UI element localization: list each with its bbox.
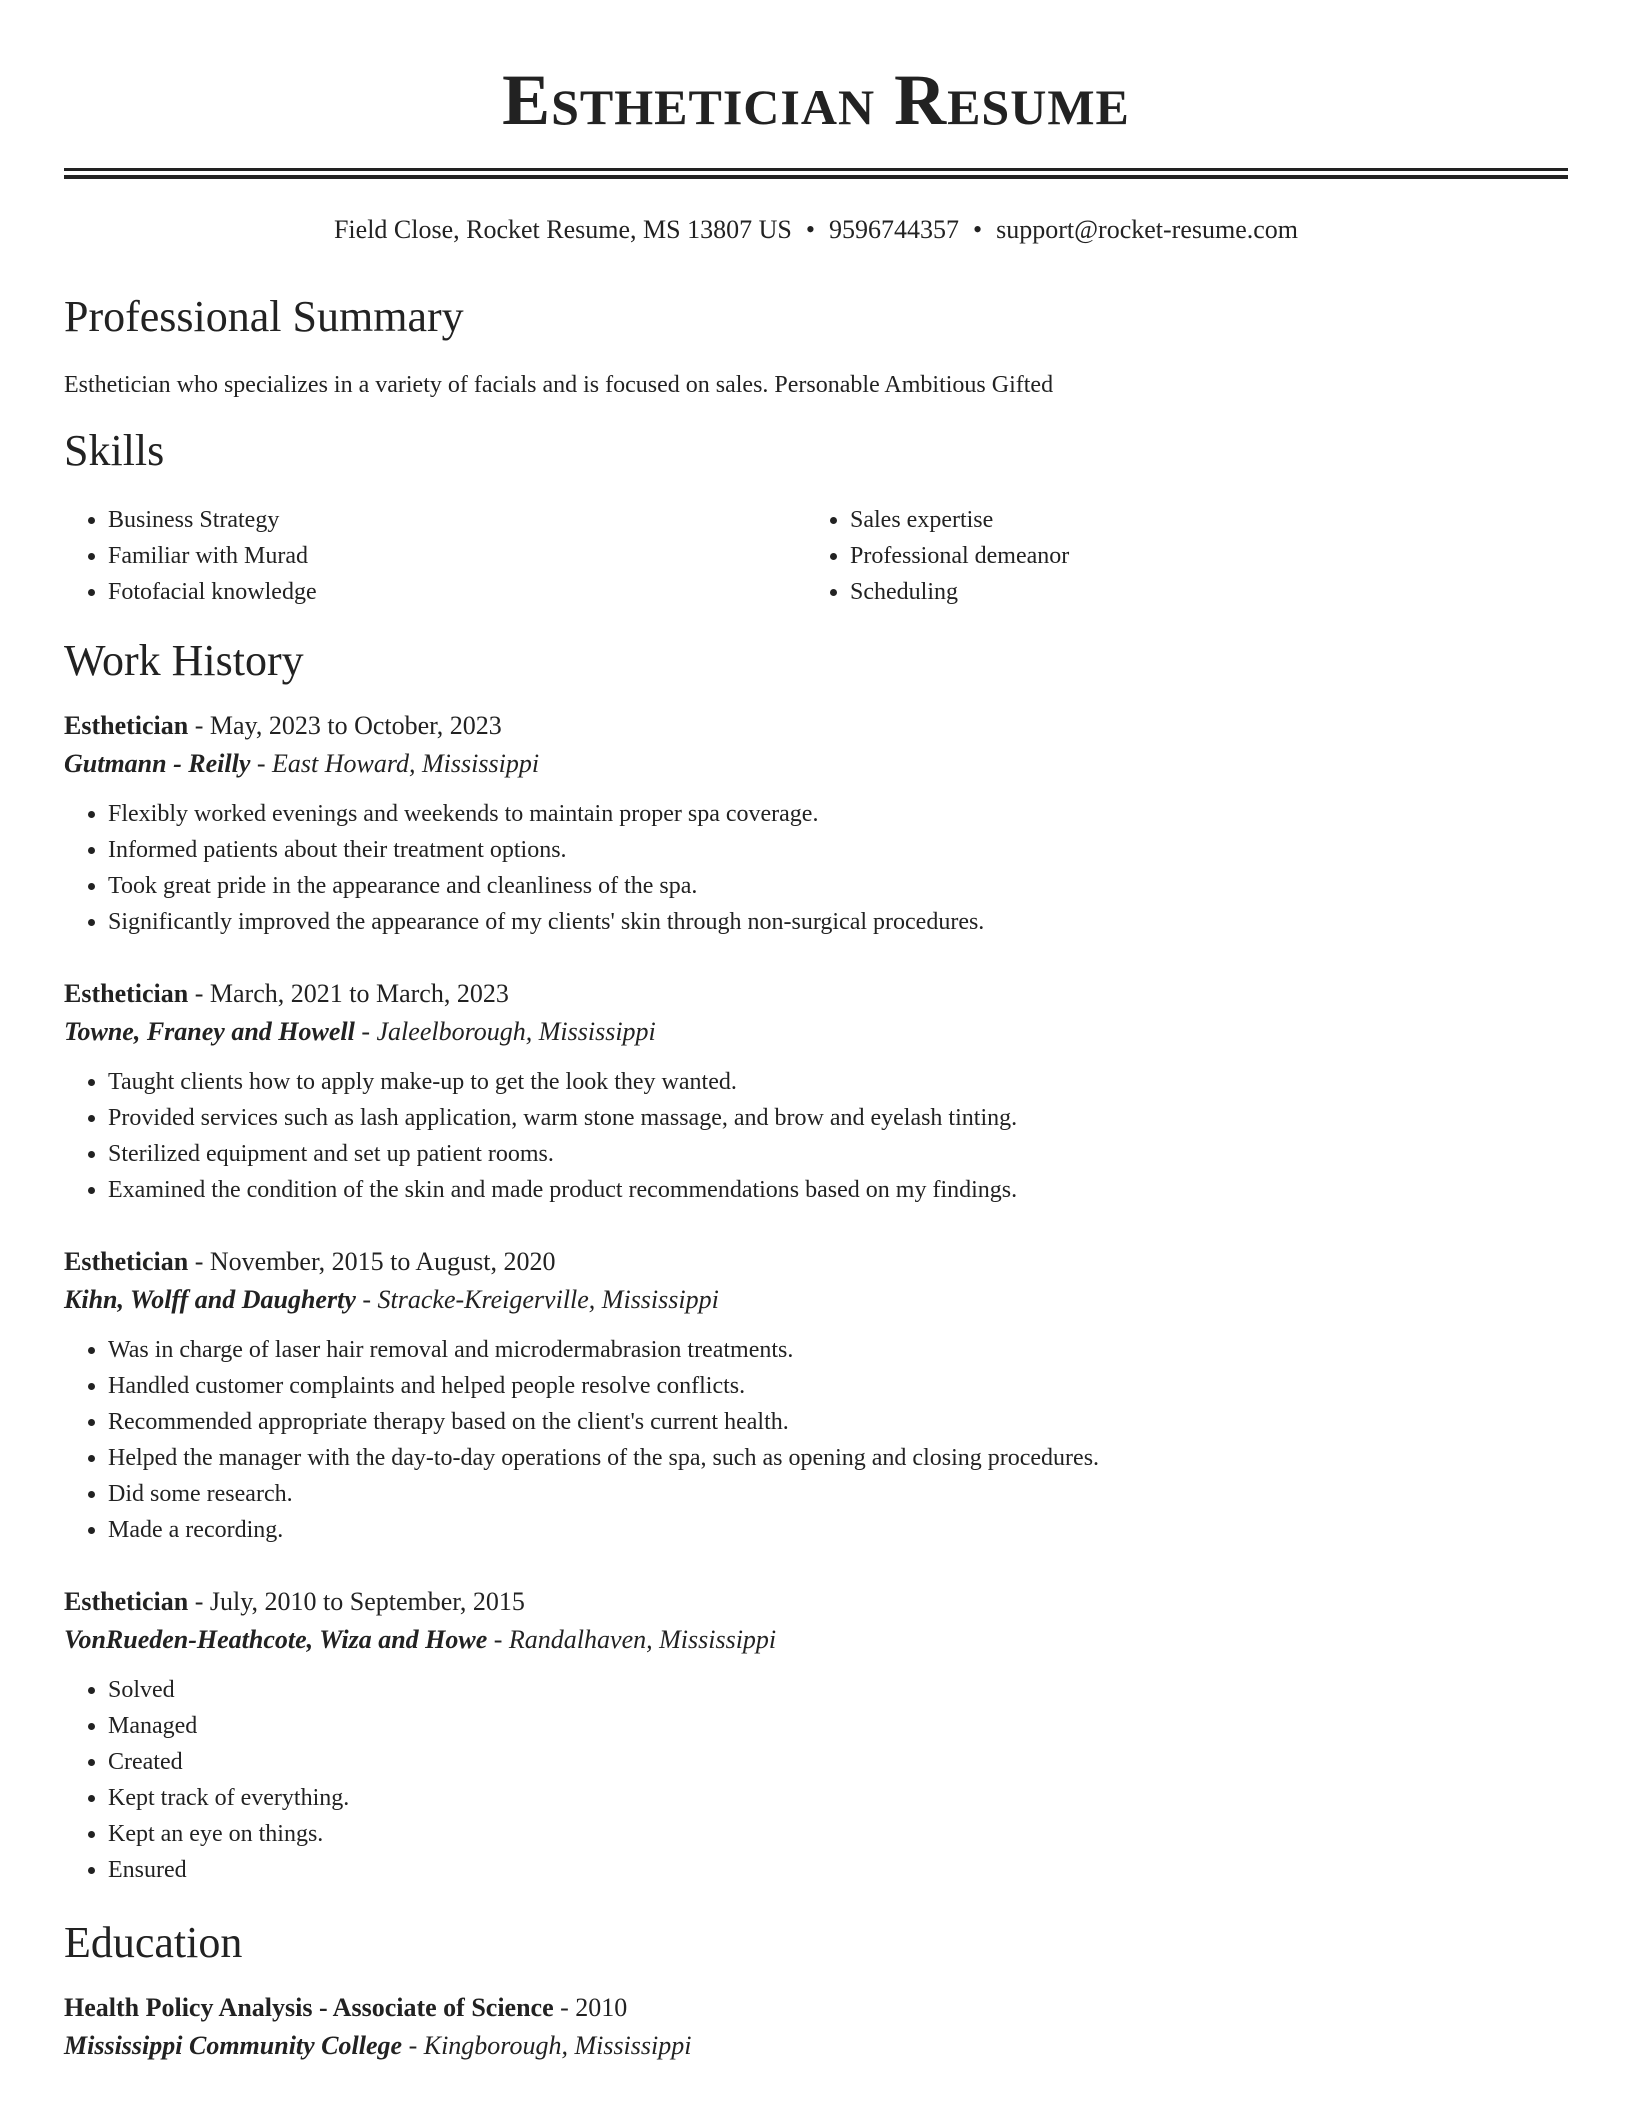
job-bullet: • Created [108,1744,1548,1780]
contact-address: Field Close, Rocket Resume, MS 13807 US [333,215,792,244]
education-heading: Education [64,1918,243,1967]
work-heading: Work History [64,636,304,685]
contact-phone: 9596744357 [828,215,959,244]
job-location: - Stracke-Kreigerville, Mississippi [355,1285,719,1314]
job-bullet: • Managed [108,1708,1548,1744]
job-title: Esthetician [64,711,189,740]
job-company: Gutmann - Reilly [64,749,251,778]
job-location: - Randalhaven, Mississippi [487,1625,777,1654]
job-dates: - November, 2015 to August, 2020 [188,1247,556,1276]
summary-heading: Professional Summary [64,292,464,341]
job-company: Kihn, Wolff and Daugherty [64,1285,356,1314]
summary-text: Esthetician who specializes in a variety of facials and is focused on sales. Personable Ambitious Gifted [64,372,1054,398]
education-year: - 2010 [553,1993,628,2022]
job-location: - Jaleelborough, Mississippi [354,1017,656,1046]
job-bullet: • Helped the manager with the day-to-day operations of the spa, such as opening and closing procedures. [108,1440,1548,1476]
job-bullet: • Handled customer complaints and helped people resolve conflicts. [108,1368,1548,1404]
job-bullets [64,1064,1548,1208]
job-company: Towne, Franey and Howell [64,1017,355,1046]
job-header [64,1584,1568,1620]
job-dates: - July, 2010 to September, 2015 [188,1587,525,1616]
job-bullet: • Kept track of everything. [108,1780,1548,1816]
job-bullet: • Recommended appropriate therapy based on the client's current health. [108,1404,1548,1440]
education-location: - Kingborough, Mississippi [402,2031,692,2060]
education-degree: Health Policy Analysis - Associate of Science [64,1993,554,2022]
job-header [64,1244,1568,1280]
job-bullet: • Did some research. [108,1476,1548,1512]
contact-line [64,212,1568,248]
skill-item: • Scheduling [850,574,1590,610]
job-title: Esthetician [64,1247,189,1276]
resume-title: Esthetician Resume [502,60,1130,140]
contact-separator: • [972,215,983,244]
education-header [64,1990,1568,2026]
job-location: - East Howard, Mississippi [250,749,540,778]
skill-item: • Business Strategy [108,502,848,538]
job-bullet: • Taught clients how to apply make-up to get the look they wanted. [108,1064,1548,1100]
contact-separator: • [805,215,815,244]
job-title: Esthetician [64,979,189,1008]
contact-email: support@rocket-resume.com [996,215,1299,244]
resume-page [64,0,1568,2112]
job-company: VonRueden-Heathcote, Wiza and Howe [64,1625,488,1654]
job-bullet: • Kept an eye on things. [108,1816,1548,1852]
skill-item: • Sales expertise [850,502,1590,538]
job-company-line [64,1014,1568,1050]
job-company-line [64,1622,1568,1658]
job-bullet: • Provided services such as lash application, warm stone massage, and brow and eyelash tinting. [108,1100,1548,1136]
job-company-line [64,746,1568,782]
job-title: Esthetician [64,1587,189,1616]
job-bullets [64,796,1548,940]
job-bullet: • Made a recording. [108,1512,1548,1548]
job-bullet: • Solved [108,1672,1548,1708]
education-school: Mississippi Community College [64,2031,403,2060]
job-company-line [64,1282,1568,1318]
job-bullet: • Significantly improved the appearance of my clients' skin through non-surgical procedures. [108,904,1548,940]
skills-heading: Skills [64,426,165,475]
job-bullets [64,1672,1548,1888]
title-rule-top [64,168,1568,171]
skill-item: • Professional demeanor [850,538,1590,574]
skill-item: • Familiar with Murad [108,538,848,574]
job-bullet: • Flexibly worked evenings and weekends to maintain proper spa coverage. [108,796,1548,832]
job-bullet: • Was in charge of laser hair removal and microdermabrasion treatments. [108,1332,1548,1368]
title-rule-bottom [64,175,1568,179]
job-bullet: • Took great pride in the appearance and cleanliness of the spa. [108,868,1548,904]
skills-list-left [64,502,848,610]
job-bullet: • Examined the condition of the skin and made product recommendations based on my findings. [108,1172,1548,1208]
education-school-line [64,2028,1568,2064]
job-dates: - May, 2023 to October, 2023 [188,711,502,740]
skill-item: • Fotofacial knowledge [108,574,848,610]
job-bullet: • Ensured [108,1852,1548,1888]
skills-list-right [806,502,1590,610]
job-dates: - March, 2021 to March, 2023 [188,979,509,1008]
job-header [64,708,1568,744]
job-bullet: • Sterilized equipment and set up patient rooms. [108,1136,1548,1172]
job-bullet: • Informed patients about their treatment options. [108,832,1548,868]
job-header [64,976,1568,1012]
job-bullets [64,1332,1548,1548]
